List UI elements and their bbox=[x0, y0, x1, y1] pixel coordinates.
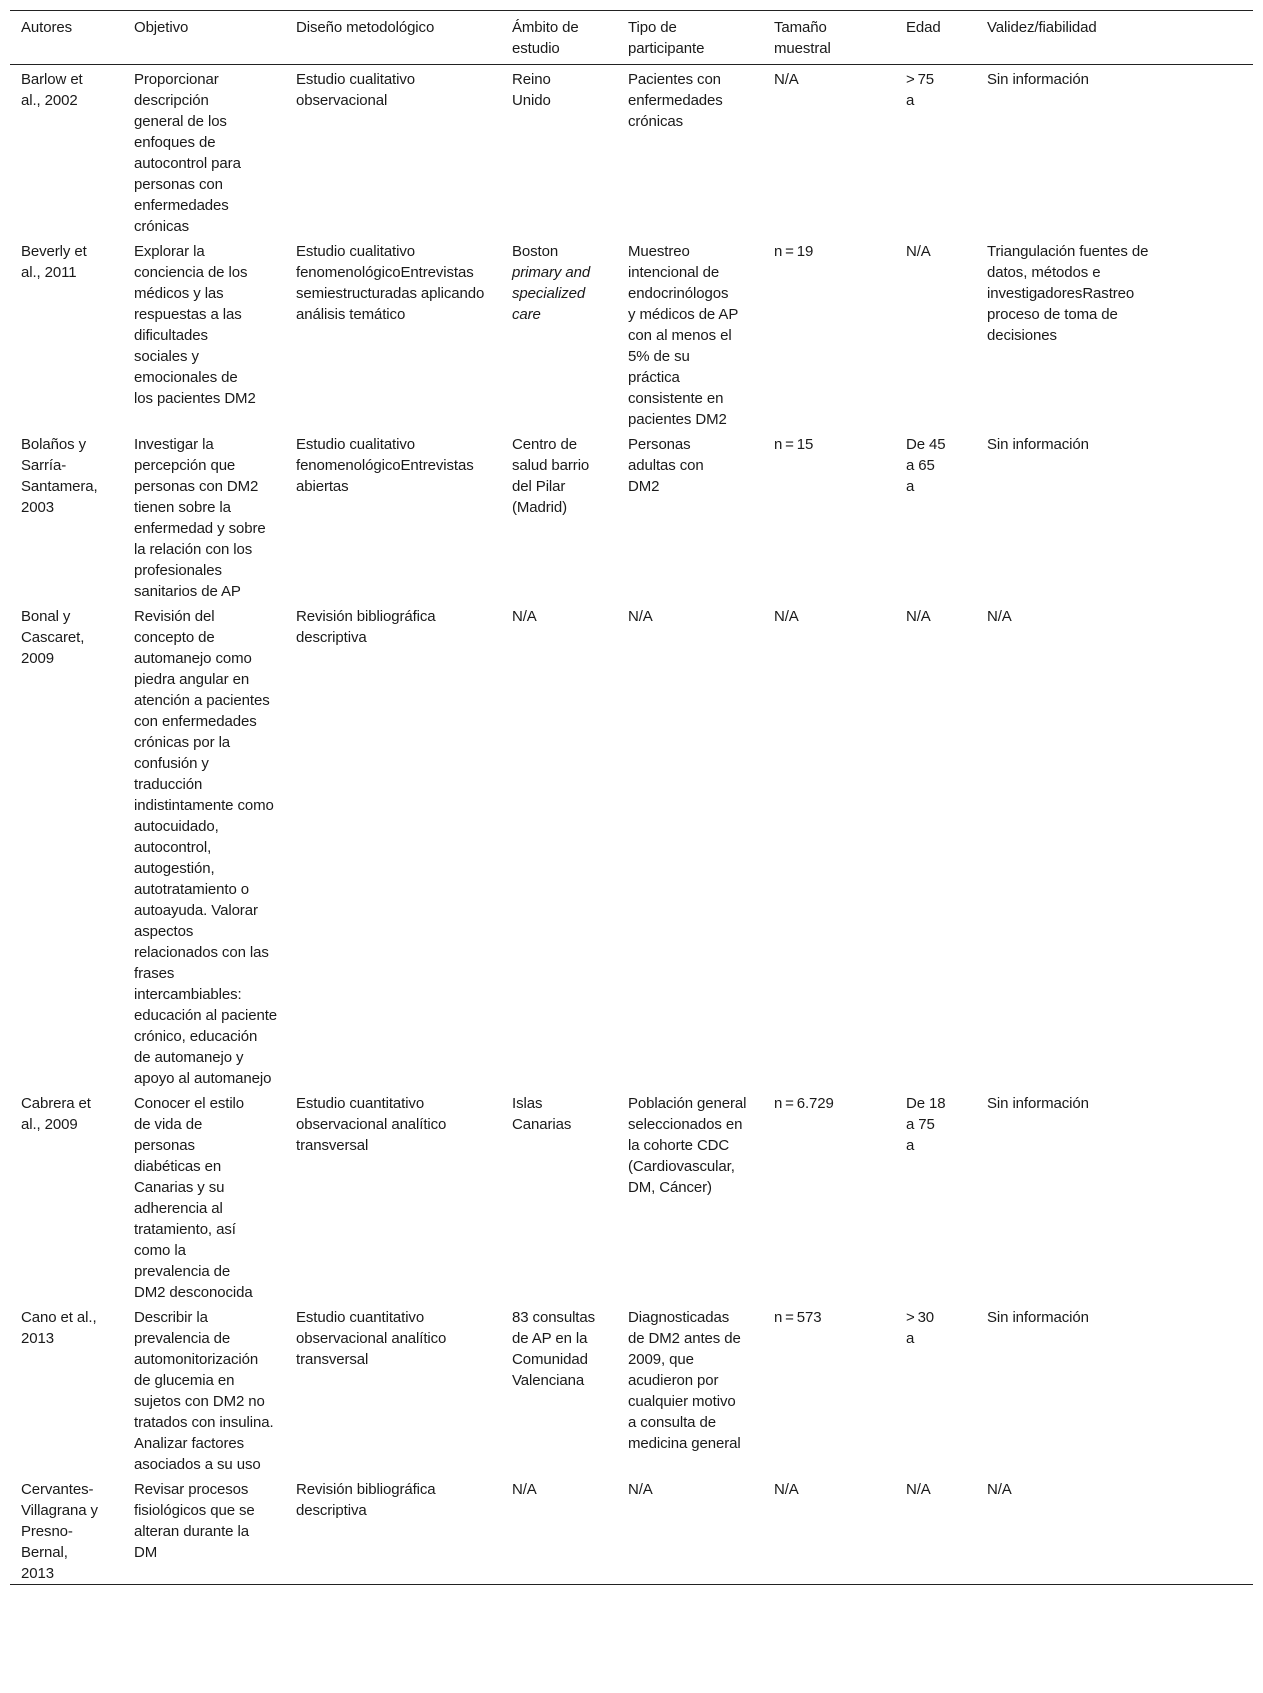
header-edad: Edad bbox=[906, 19, 941, 36]
cell-validez: Sin información bbox=[987, 1095, 1089, 1112]
cell-objetivo: Investigar la percepción que personas con DM2 tienen sobre la enfermedad y sobre la relación con los profesionales sanitarios de AP bbox=[134, 436, 266, 600]
header-autores: Autores bbox=[21, 19, 72, 36]
cell-autores: Bonal y Cascaret, 2009 bbox=[21, 608, 85, 667]
cell-participante: Diagnosticadas de DM2 antes de 2009, que acudieron por cualquier motivo a consulta de medicina general bbox=[628, 1309, 741, 1452]
cell-validez: N/A bbox=[987, 608, 1012, 625]
cell-objetivo: Describir la prevalencia de automonitorización de glucemia en sujetos con DM2 no tratados con insulina. Analizar factores asociados a su uso bbox=[134, 1309, 274, 1473]
cell-tamano: n = 15 bbox=[774, 436, 814, 453]
cell-edad: De 45 a 65 a bbox=[906, 436, 946, 495]
cell-ambito: 83 consultas de AP en la Comunidad Valenciana bbox=[512, 1309, 596, 1389]
table-row bbox=[10, 237, 1253, 430]
cell-ambito: Reino Unido bbox=[512, 71, 551, 109]
table-row bbox=[10, 602, 1253, 1089]
header-participante: Tipo de participante bbox=[628, 19, 705, 57]
cell-edad: N/A bbox=[906, 608, 931, 625]
cell-tamano: n = 19 bbox=[774, 243, 814, 260]
table-header bbox=[10, 11, 1253, 65]
table-row bbox=[10, 65, 1253, 238]
cell-diseno: Estudio cuantitativo observacional analítico transversal bbox=[296, 1309, 447, 1368]
cell-ambito: N/A bbox=[512, 608, 537, 625]
cell-objetivo: Revisar procesos fisiológicos que se alteran durante la DM bbox=[134, 1481, 255, 1561]
ambito-italic-text: primary and specialized care bbox=[512, 264, 591, 323]
header-diseno: Diseño metodológico bbox=[296, 19, 435, 36]
cell-edad: > 30 a bbox=[906, 1309, 935, 1347]
table-row bbox=[10, 1475, 1253, 1585]
cell-tamano: n = 6.729 bbox=[774, 1095, 834, 1112]
cell-tamano: N/A bbox=[774, 71, 799, 88]
cell-objetivo: Revisión del concepto de automanejo como piedra angular en atención a pacientes con enfermedades crónicas por la confusión y traducción indistintamente como autocuidado, autocontrol, autogestión, autotratamiento o autoayuda. Valorar aspectos relacionados con las frases intercambiables: educación al paciente crónico, educación de automanejo y apoyo al automanejo bbox=[134, 608, 278, 1087]
cell-tamano: N/A bbox=[774, 1481, 799, 1498]
cell-participante: Población general seleccionados en la cohorte CDC (Cardiovascular, DM, Cáncer) bbox=[628, 1095, 747, 1196]
cell-tamano: n = 573 bbox=[774, 1309, 822, 1326]
header-tamano: Tamaño muestral bbox=[774, 19, 831, 57]
cell-edad: N/A bbox=[906, 243, 931, 260]
ambito-text: Boston bbox=[512, 243, 559, 260]
cell-edad: > 75 a bbox=[906, 71, 935, 109]
cell-objetivo: Conocer el estilo de vida de personas diabéticas en Canarias y su adherencia al tratamiento, así como la prevalencia de DM2 desconocida bbox=[134, 1095, 253, 1301]
cell-validez: Triangulación fuentes de datos, métodos e investigadoresRastreo proceso de toma de decisiones bbox=[987, 243, 1149, 344]
cell-autores: Barlow et al., 2002 bbox=[21, 71, 83, 109]
cell-edad: De 18 a 75 a bbox=[906, 1095, 946, 1154]
cell-validez: Sin información bbox=[987, 71, 1089, 88]
cell-validez: Sin información bbox=[987, 1309, 1089, 1326]
cell-participante: Muestreo intencional de endocrinólogos y médicos de AP con al menos el 5% de su práctica consistente en pacientes DM2 bbox=[628, 243, 738, 428]
cell-diseno: Revisión bibliográfica descriptiva bbox=[296, 608, 436, 646]
cell-objetivo: Explorar la conciencia de los médicos y las respuestas a las dificultades sociales y emocionales de los pacientes DM2 bbox=[134, 243, 256, 407]
cell-ambito bbox=[501, 237, 617, 430]
cell-diseno: Estudio cualitativo observacional bbox=[296, 71, 416, 109]
cell-participante: Personas adultas con DM2 bbox=[628, 436, 704, 495]
table-row bbox=[10, 1089, 1253, 1303]
cell-diseno: Estudio cuantitativo observacional analítico transversal bbox=[296, 1095, 447, 1154]
cell-diseno: Estudio cualitativo fenomenológicoEntrevistas semiestructuradas aplicando análisis temático bbox=[296, 243, 485, 323]
cell-validez: N/A bbox=[987, 1481, 1012, 1498]
cell-diseno: Estudio cualitativo fenomenológicoEntrevistas abiertas bbox=[296, 436, 474, 495]
cell-participante: N/A bbox=[628, 608, 653, 625]
cell-tamano: N/A bbox=[774, 608, 799, 625]
header-ambito: Ámbito de estudio bbox=[512, 19, 579, 57]
studies-table bbox=[10, 10, 1253, 1585]
cell-autores: Cervantes-Villagrana y Presno-Bernal, 2013 bbox=[21, 1481, 98, 1582]
table-row bbox=[10, 430, 1253, 602]
header-validez: Validez/fiabilidad bbox=[987, 19, 1097, 36]
cell-autores: Bolaños y Sarría-Santamera, 2003 bbox=[21, 436, 98, 516]
cell-ambito: Islas Canarias bbox=[512, 1095, 572, 1133]
cell-validez: Sin información bbox=[987, 436, 1089, 453]
cell-edad: N/A bbox=[906, 1481, 931, 1498]
cell-autores: Cano et al., 2013 bbox=[21, 1309, 97, 1347]
cell-ambito: N/A bbox=[512, 1481, 537, 1498]
table-row bbox=[10, 1303, 1253, 1475]
cell-autores: Cabrera et al., 2009 bbox=[21, 1095, 91, 1133]
header-objetivo: Objetivo bbox=[134, 19, 189, 36]
cell-diseno: Revisión bibliográfica descriptiva bbox=[296, 1481, 436, 1519]
cell-participante: N/A bbox=[628, 1481, 653, 1498]
cell-ambito: Centro de salud barrio del Pilar (Madrid) bbox=[512, 436, 590, 516]
cell-objetivo: Proporcionar descripción general de los enfoques de autocontrol para personas con enfermedades crónicas bbox=[134, 71, 241, 235]
cell-autores: Beverly et al., 2011 bbox=[21, 243, 87, 281]
cell-participante: Pacientes con enfermedades crónicas bbox=[628, 71, 723, 130]
